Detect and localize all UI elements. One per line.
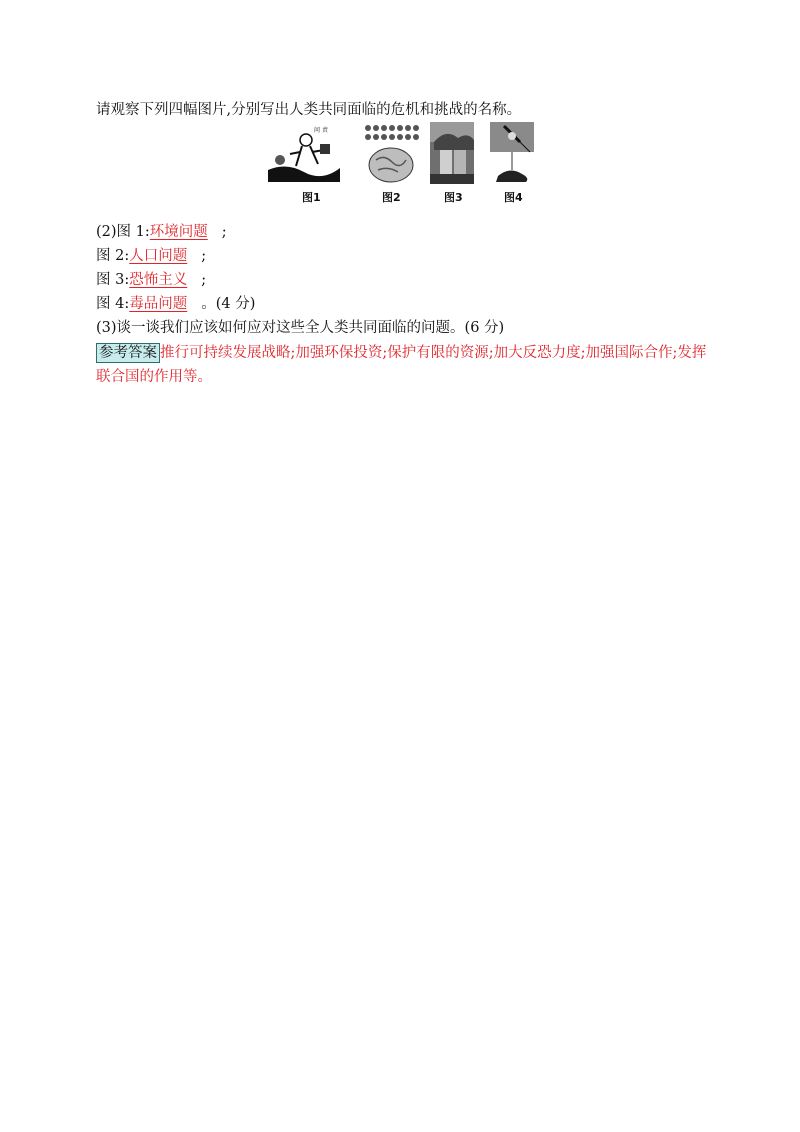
item-end: ; [201,272,207,288]
answer-line-1 [96,342,706,364]
answer-blank: 毒品问题 [129,296,188,312]
item-end: 。(4 分) [201,296,256,312]
answer-blank: 恐怖主义 [129,272,188,288]
svg-text:问: 问 [314,127,321,134]
figure-caption: 图1 [302,191,321,204]
answer-blank: 人口问题 [129,248,188,264]
item-label: 图 1: [116,224,150,240]
answer-blank: 环境问题 [149,224,208,240]
item-label: 图 3: [96,272,130,288]
answer-line-2: 联合国的作用等。 [96,369,212,385]
q2-item-3 [96,269,206,291]
burning-towers-photo-icon [430,122,474,184]
answer-text: 推行可持续发展战略;加强环保投资;保护有限的资源;加大反恐力度;加强国际合作;发挥 [160,345,707,361]
question-number: (2) [96,224,117,240]
item-label: 图 2: [96,248,130,264]
q3-text: (3)谈一谈我们应该如何应对这些全人类共同面临的问题。(6 分) [96,320,505,336]
item-end: ; [221,224,227,240]
q2-item-1 [96,221,227,243]
item-label: 图 4: [96,296,130,312]
globe-population-cartoon-icon [360,122,422,184]
q2-item-2 [96,245,206,267]
intro-text: 请观察下列四幅图片,分别写出人类共同面临的危机和挑战的名称。 [96,102,522,118]
figure-caption: 图4 [504,191,523,204]
polluted-water-cartoon-icon [266,122,342,184]
drug-syringe-photo-icon [490,122,534,184]
figure-caption: 图3 [444,191,463,204]
figure-caption: 图2 [382,191,401,204]
svg-text:责: 责 [322,127,329,134]
item-end: ; [201,248,207,264]
q2-item-4 [96,293,255,315]
figure-row [264,122,536,202]
reference-answer-badge: 参考答案 [96,343,160,363]
